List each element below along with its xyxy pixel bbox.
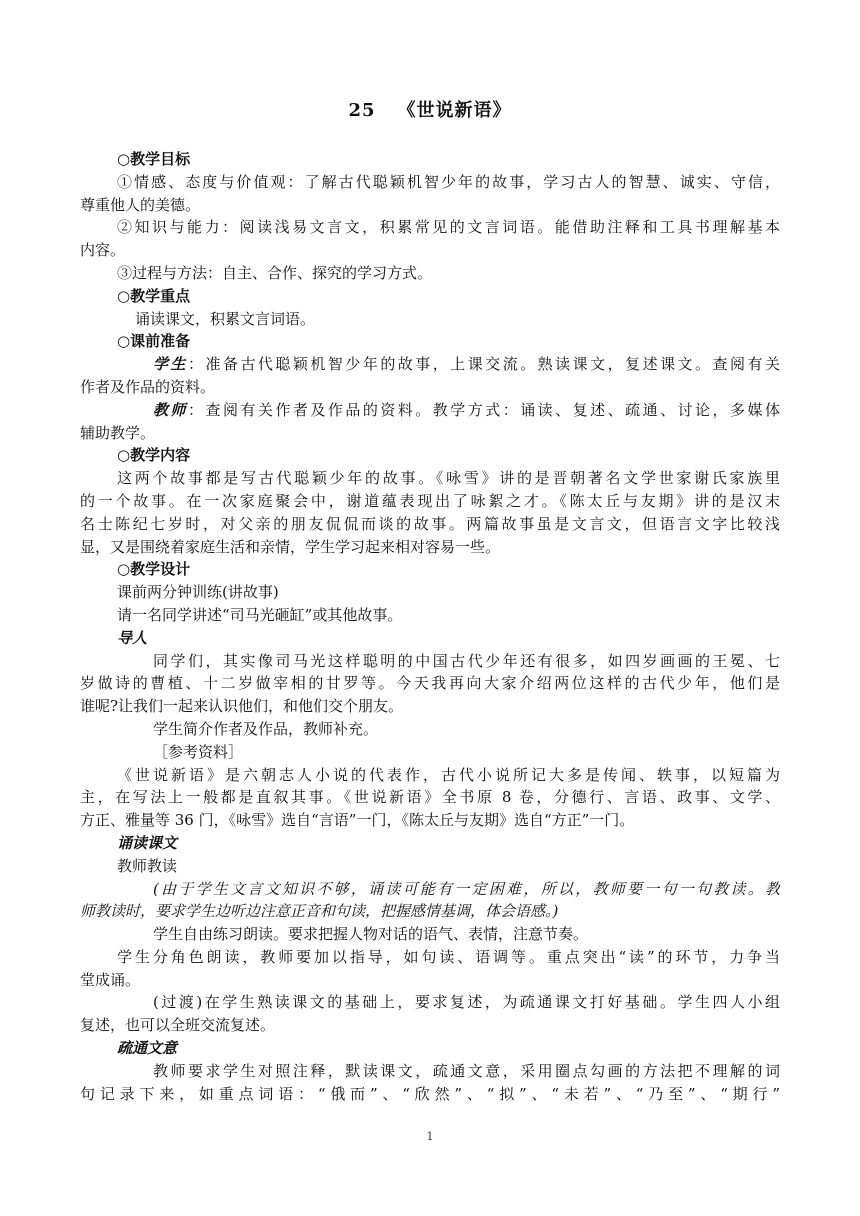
- section-heading-text: 教学目标: [130, 150, 191, 168]
- text-line: 作者及作品的资料。: [80, 377, 216, 396]
- text-line: 课前两分钟训练(讲故事): [117, 583, 279, 602]
- text-line: 辅助教学。: [80, 423, 156, 442]
- section-heading-text: 课前准备: [130, 332, 191, 351]
- text-line: 《世说新语》是六朝志人小说的代表作，古代小说所记大多是传闻、轶事，以短篇为: [117, 765, 780, 784]
- text-line: 学生自由练习朗读。要求把握人物对话的语气、表情，注意节奏。: [153, 925, 589, 944]
- lesson-number: 25: [348, 100, 376, 121]
- text-line: 学生分角色朗读，教师要加以指导，如句读、语调等。重点突出“读”的环节，力争当: [117, 947, 780, 966]
- text-line: 的一个故事。在一次家庭聚会中，谢道蕴表现出了咏絮之才。《陈太丘与友期》讲的是汉末: [80, 491, 780, 510]
- text-line: 复述，也可以全班交流复述。: [80, 1016, 276, 1035]
- subsection-heading: 疏通文意: [117, 1039, 178, 1058]
- circle-marker-icon: ○: [117, 150, 131, 168]
- section-heading-text: 教学设计: [130, 560, 191, 579]
- text-line: 这两个故事都是写古代聪颖少年的故事。《咏雪》讲的是晋朝著名文学世家谢氏家族里: [117, 469, 780, 488]
- text-line: 谁呢?让我们一起来认识他们，和他们交个朋友。: [80, 697, 404, 716]
- circle-marker-icon: ○: [117, 560, 131, 579]
- section-heading: [80, 330, 780, 353]
- text-line: ②知识与能力：阅读浅易文言文，积累常见的文言词语。能借助注释和工具书理解基本: [117, 218, 780, 237]
- circle-marker-icon: ○: [117, 446, 131, 465]
- text-line: 名士陈纪七岁时，对父亲的朋友侃侃而谈的故事。两篇故事虽是文言文，但语言文字比较浅: [80, 514, 780, 533]
- lesson-body: [80, 148, 780, 1105]
- text-line: 教师要求学生对照注释，默读课文，疏通文意，采用圈点勾画的方法把不理解的词: [153, 1061, 780, 1080]
- text-line: 显，又是围绕着家庭生活和亲情，学生学习起来相对容易一些。: [80, 537, 501, 556]
- role-label: 教师: [153, 400, 188, 419]
- section-heading: [80, 285, 780, 308]
- section-heading-text: 教学内容: [130, 446, 191, 465]
- page-title: [0, 96, 860, 122]
- role-text: ：准备古代聪颖机智少年的故事，上课交流。熟读课文，复述课文。查阅有关: [187, 355, 780, 374]
- text-line: 岁做诗的曹植、十二岁做宰相的甘罗等。今天我再向大家介绍两位这样的古代少年，他们是: [80, 674, 780, 693]
- role-text: ：查阅有关作者及作品的资料。教学方式：诵读、复述、疏通、讨论，多媒体: [187, 400, 780, 419]
- circle-marker-icon: ○: [117, 286, 131, 305]
- text-line: 句记录下来，如重点词语：“俄而”、“欣然”、“拟”、“未若”、“乃至”、“期行”: [80, 1084, 780, 1103]
- lesson-title: 《世说新语》: [397, 100, 512, 121]
- text-line: 师教读时，要求学生边听边注意正音和句读，把握感情基调，体会语感。): [80, 902, 559, 921]
- text-line: 主，在写法上一般都是直叙其事。《世说新语》全书原 8 卷，分德行、言语、政事、文学、: [80, 788, 780, 807]
- text-line: 堂成诵。: [80, 970, 141, 989]
- text-line: 诵读课文，积累文言词语。: [135, 309, 316, 328]
- section-heading: [80, 444, 780, 467]
- text-line: [80, 353, 780, 376]
- section-heading: [80, 148, 780, 171]
- text-line: (过渡)在学生熟读课文的基础上，要求复述，为疏通课文打好基础。学生四人小组: [153, 993, 780, 1012]
- subsection-heading: 导人: [117, 628, 148, 647]
- text-line: 方正、雅量等 36 门，《咏雪》选自“言语”一门，《陈太丘与友期》选自“方正”一门。: [80, 811, 635, 830]
- text-line: 同学们，其实像司马光这样聪明的中国古代少年还有很多，如四岁画画的王冕、七: [153, 651, 780, 670]
- text-line: [80, 399, 780, 422]
- text-line: 学生简介作者及作品，教师补充。: [153, 719, 379, 738]
- circle-marker-icon: ○: [117, 332, 131, 351]
- text-line: 尊重他人的美德。: [80, 195, 201, 214]
- text-line: ①情感、态度与价值观：了解古代聪颖机智少年的故事，学习古人的智慧、诚实、守信，: [117, 172, 780, 191]
- section-heading: [80, 558, 780, 581]
- page-number: 1: [426, 1130, 434, 1143]
- section-heading-text: 教学重点: [130, 286, 191, 305]
- text-line: ［参考资料］: [153, 742, 244, 761]
- text-line: 请一名同学讲述“司马光砸缸”或其他故事。: [117, 605, 403, 624]
- subsection-heading: 诵读课文: [117, 833, 178, 852]
- text-line: 教师教读: [117, 856, 178, 875]
- role-label: 学生: [153, 355, 188, 374]
- text-line: ③过程与方法：自主、合作、探究的学习方式。: [117, 263, 433, 282]
- text-line: (由于学生文言文知识不够，诵读可能有一定困难，所以，教师要一句一句教读。教: [153, 879, 780, 898]
- text-line: 内容。: [80, 241, 126, 260]
